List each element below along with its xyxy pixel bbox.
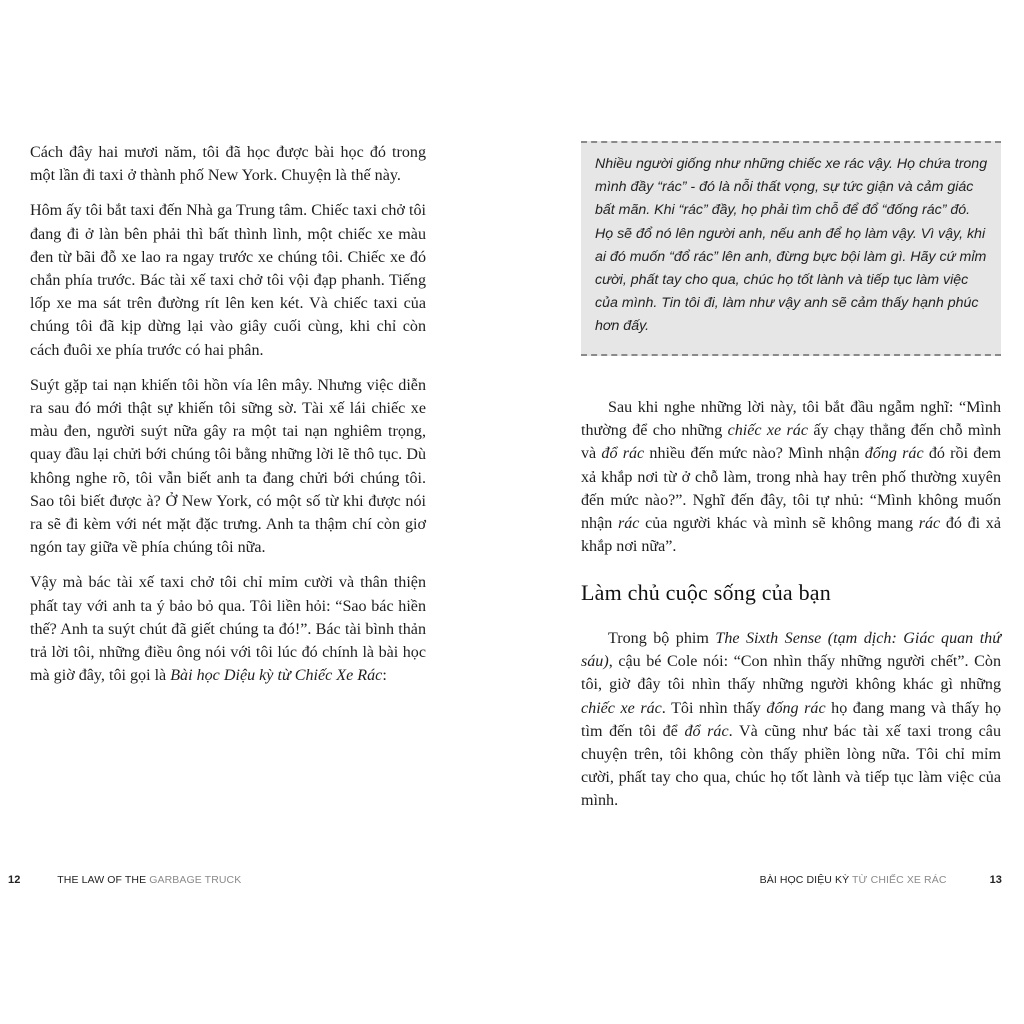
italic-text: đổ rác	[601, 445, 645, 463]
text-run: ấy chạy thẳng đến chỗ mình và	[581, 422, 1002, 463]
text-run: Sau khi nghe những lời này, tôi bắt đầu ngẫm nghĩ: “Mình thường để cho những	[581, 399, 1001, 440]
page-number: 13	[989, 874, 1002, 886]
text-run: . Và cũng như bác tài xế taxi trong câu chuyện trên, tôi không còn thấy phiền lòng nữa. Tôi chỉ mỉm cười, phất tay cho qua, chúc họ tốt lành và tiếp tục làm việc của mình.	[581, 722, 1001, 810]
text-run: Suýt gặp tai nạn khiến tôi hồn vía lên mây. Nhưng việc diễn ra sau đó mới thật sự khiến tôi sững sờ. Tài xế lái chiếc xe màu đen, người suýt nữa gây ra một tai nạn nghiêm trọng, quay đầu lại chửi bới chúng tôi bằng những lời lẽ thô tục. Dù không nghe rõ, tôi vẫn biết anh ta đang chửi bới chúng tôi. Sao tôi biết được à? Ở New York, có một số từ khi được nói ra sẽ đi kèm với nét mặt đặc trưng. Anh ta thậm chí còn giơ ngón tay giữa về phía chúng tôi nữa.	[30, 376, 426, 557]
text-run: Trong bộ phim	[608, 630, 716, 647]
text-run: Cách đây hai mươi năm, tôi đã học được bài học đó trong một lần đi taxi ở thành phố New York. Chuyện là thế này.	[30, 144, 426, 185]
right-page-body-top	[581, 396, 1001, 570]
text-run: nhiều đến mức nào? Mình nhận	[644, 445, 865, 463]
text-run: đó rồi đem xả khắp nơi từ ở chỗ làm, trong nhà hay trên phố thường xuyên đến mức nào?”. Nghĩ đến đây, tôi tự nhủ: “Mình không muốn nhận	[581, 445, 1001, 533]
text-run: Vậy mà bác tài xế taxi chở tôi chỉ mỉm cười và thân thiện phất tay với anh ta ý bảo bỏ qua. Tôi liền hỏi: “Sao bác hiền thế? Anh ta suýt chút đã giết chúng ta đó!”. Bác tài bình thản trả lời tôi, những điều ông nói với tôi lúc đó chính là bài học mà giờ đây, tôi gọi là	[30, 574, 426, 685]
body-paragraph	[30, 141, 426, 187]
right-page-body-bottom	[581, 627, 1001, 825]
text-run: của người khác và mình sẽ không mang	[639, 515, 919, 533]
body-paragraph	[30, 571, 426, 687]
italic-text: đổ rác	[684, 722, 729, 740]
italic-text: The Sixth Sense (tạm dịch: Giác quan thứ sáu)	[581, 630, 1001, 671]
text-run: . Tôi nhìn thấy	[661, 699, 767, 717]
running-title-accent: TỪ CHIẾC XE RÁC	[852, 874, 947, 886]
text-run: , cậu bé Cole nói: “Con nhìn thấy những người chết”. Còn tôi, giờ đây tôi nhìn thấy những người không khác gì những	[581, 653, 1001, 694]
italic-text: đống rác	[766, 699, 826, 717]
callout-text: Nhiều người giống như những chiếc xe rác vậy. Họ chứa trong mình đầy “rác” - đó là nỗi thất vọng, sự tức giận và cảm giác bất mãn. Khi “rác” đầy, họ phải tìm chỗ để đổ “đống rác” đó. Họ sẽ đổ nó lên người anh, nếu anh để họ làm vậy. Vì vậy, khi ai đó muốn “đổ rác” lên anh, đừng bực bội làm gì. Hãy cứ mỉm cười, phất tay cho qua, chúc họ tốt lành và tiếp tục làm việc của mình. Tin tôi đi, làm như vậy anh sẽ cảm thấy hạnh phúc hơn đấy.	[595, 156, 988, 335]
italic-text: chiếc xe rác	[727, 422, 809, 440]
running-title-main: BÀI HỌC DIỆU KỲ	[759, 874, 850, 886]
left-page-body	[30, 141, 426, 699]
text-run: họ đang mang và thấy họ tìm đến tôi để	[581, 699, 1002, 740]
body-paragraph	[30, 199, 426, 361]
text-run: Hôm ấy tôi bắt taxi đến Nhà ga Trung tâm. Chiếc taxi chở tôi đang đi ở làn bên phải thì bất thình lình, một chiếc xe màu đen từ bãi đỗ xe lao ra ngay trước xe chúng tôi. Chiếc xe đó chắn phía trước. Bác tài xế taxi chở tôi vội đạp phanh. Tiếng lốp xe ma sát trên đường rít lên ken két. Và chiếc taxi của chúng tôi đã kịp dừng lại vào giây cuối cùng, khi chỉ còn cách đuôi xe phía trước có hai phân.	[30, 202, 426, 359]
italic-text: Bài học Diệu kỳ từ Chiếc Xe Rác	[170, 667, 383, 685]
text-run: :	[382, 667, 387, 685]
running-title-accent: GARBAGE TRUCK	[149, 874, 242, 886]
italic-text: đống rác	[864, 445, 924, 463]
running-title-main: THE LAW OF THE	[57, 874, 147, 886]
body-paragraph	[30, 374, 426, 560]
body-paragraph	[581, 627, 1001, 813]
left-page-footer	[8, 874, 241, 886]
text-run: đó đi xả khắp nơi nữa”.	[581, 515, 1001, 556]
italic-text: rác	[918, 515, 941, 533]
body-paragraph	[581, 396, 1001, 558]
italic-text: chiếc xe rác	[581, 699, 662, 717]
section-heading: Làm chủ cuộc sống của bạn	[581, 580, 831, 605]
quote-callout-box	[581, 141, 1001, 356]
right-page-footer	[760, 874, 1002, 886]
italic-text: rác	[617, 515, 640, 533]
page-number: 12	[8, 874, 21, 886]
